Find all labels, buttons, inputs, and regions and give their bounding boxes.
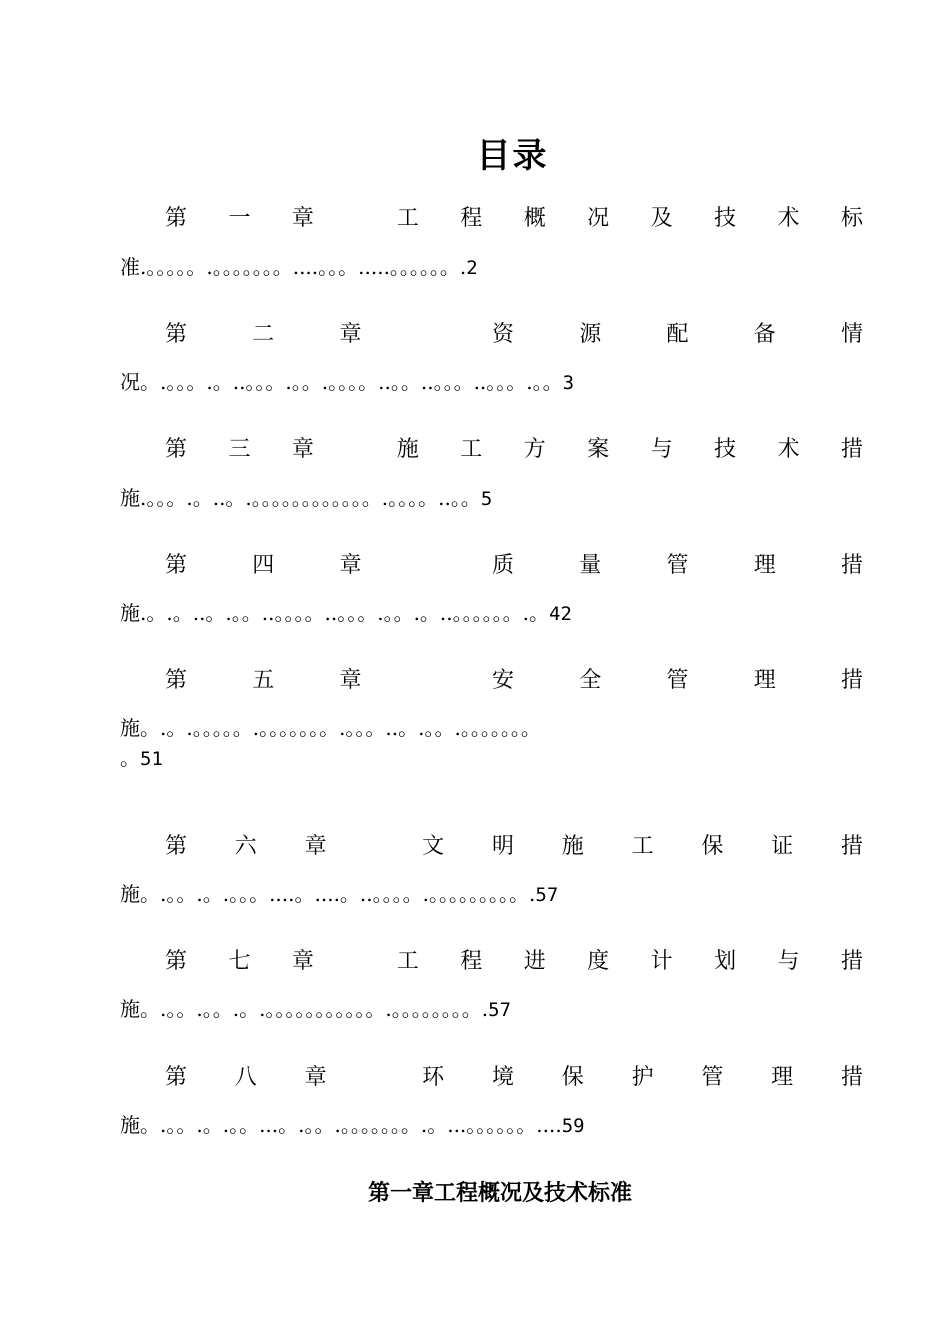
toc-page-number: 57 bbox=[488, 999, 512, 1021]
toc-leader-dots: 施.。.。..。.。。..。。。。..。。。.。。.。..。。。。。。.。 bbox=[120, 601, 550, 625]
toc-heading-char: 理 bbox=[753, 667, 776, 693]
toc-heading-char: 措 bbox=[840, 833, 863, 859]
toc-heading-char: 进 bbox=[523, 948, 546, 974]
toc-heading-char: 量 bbox=[579, 552, 602, 578]
toc-heading-char: 况 bbox=[587, 205, 610, 231]
toc-heading-char: 文 bbox=[422, 833, 445, 859]
toc-heading-char: 施 bbox=[396, 436, 419, 462]
toc-heading-char: 环 bbox=[422, 1064, 445, 1090]
toc-heading-char: 五 bbox=[252, 667, 275, 693]
toc-heading-char: 计 bbox=[650, 948, 673, 974]
toc-leader-line bbox=[120, 879, 860, 910]
toc-heading-char: 保 bbox=[561, 1064, 584, 1090]
toc-heading-char: 划 bbox=[714, 948, 737, 974]
toc-heading-char: 安 bbox=[491, 667, 514, 693]
toc-leader-line bbox=[120, 367, 860, 398]
toc-heading-char: 备 bbox=[753, 321, 776, 347]
toc-entry-heading bbox=[165, 1059, 863, 1091]
toc-leader-dots: 施。.。。.。.。。...。.。。.。。。。。。。.。...。。。。。。.... bbox=[120, 1113, 562, 1137]
toc-page-number: 57 bbox=[535, 884, 559, 906]
toc-leader-line bbox=[120, 252, 860, 283]
toc-page-number: 2 bbox=[466, 257, 478, 279]
toc-heading-char: 措 bbox=[840, 1064, 863, 1090]
toc-heading-char: 八 bbox=[234, 1064, 257, 1090]
toc-heading-char: 第 bbox=[165, 436, 188, 462]
toc-heading-char: 技 bbox=[714, 205, 737, 231]
toc-heading-char: 章 bbox=[339, 321, 362, 347]
toc-entry-heading bbox=[165, 316, 863, 348]
toc-heading-char: 工 bbox=[460, 436, 483, 462]
toc-heading-char: 管 bbox=[666, 667, 689, 693]
toc-heading-char: 标 bbox=[840, 205, 863, 231]
toc-leader-line bbox=[120, 483, 860, 514]
toc-leader-line bbox=[120, 713, 860, 774]
toc-heading-char: 措 bbox=[840, 436, 863, 462]
toc-heading-char: 管 bbox=[666, 552, 689, 578]
toc-page-number: 3 bbox=[562, 372, 575, 394]
toc-heading-char: 章 bbox=[304, 833, 327, 859]
toc-heading-char: 章 bbox=[291, 948, 314, 974]
toc-leader-dots: 施.。。。.。..。.。。。。。。。。。。。。.。。。。..。。 bbox=[120, 486, 481, 510]
toc-heading-char: 概 bbox=[523, 205, 546, 231]
toc-heading-char: 情 bbox=[840, 321, 863, 347]
toc-heading-char: 工 bbox=[396, 205, 419, 231]
toc-heading-char: 源 bbox=[579, 321, 602, 347]
toc-page-number: 59 bbox=[561, 1115, 585, 1137]
toc-heading-char: 资 bbox=[491, 321, 514, 347]
toc-heading-char: 方 bbox=[523, 436, 546, 462]
toc-heading-char: 章 bbox=[339, 552, 362, 578]
toc-leader-dots: 施。.。.。。。。。.。。。。。。。.。。。..。.。。.。。。。。。。 bbox=[120, 716, 541, 740]
toc-heading-char: 措 bbox=[840, 948, 863, 974]
toc-heading-char: 证 bbox=[771, 833, 794, 859]
toc-heading-char: 技 bbox=[714, 436, 737, 462]
toc-leader-line bbox=[120, 598, 860, 629]
toc-heading-char: 及 bbox=[650, 205, 673, 231]
toc-entry-heading bbox=[165, 547, 863, 579]
toc-page-number: 5 bbox=[480, 488, 493, 510]
toc-heading-char: 案 bbox=[587, 436, 610, 462]
toc-heading-char: 全 bbox=[579, 667, 602, 693]
toc-heading-char: 度 bbox=[587, 948, 610, 974]
toc-heading-char: 理 bbox=[753, 552, 776, 578]
toc-entry-heading bbox=[165, 943, 863, 975]
toc-leader-dots: 准.。。。。。.。。。。。。。....。。。.....。。。。。。. bbox=[120, 255, 467, 279]
toc-entry-heading bbox=[165, 828, 863, 860]
toc-heading-char: 境 bbox=[491, 1064, 514, 1090]
toc-heading-char: 理 bbox=[771, 1064, 794, 1090]
toc-entry-heading bbox=[165, 431, 863, 463]
toc-heading-char: 与 bbox=[650, 436, 673, 462]
toc-heading-char: 术 bbox=[777, 436, 800, 462]
toc-heading-char: 七 bbox=[228, 948, 251, 974]
toc-entry-heading bbox=[165, 200, 863, 232]
toc-heading-char: 程 bbox=[460, 205, 483, 231]
toc-heading-char: 四 bbox=[252, 552, 275, 578]
toc-leader-line bbox=[120, 994, 860, 1025]
chapter-heading: 第一章工程概况及技术标准 bbox=[367, 1180, 632, 1206]
toc-page-number: 51 bbox=[140, 748, 163, 770]
toc-heading-char: 保 bbox=[701, 833, 724, 859]
toc-heading-char: 护 bbox=[631, 1064, 654, 1090]
toc-heading-char: 程 bbox=[460, 948, 483, 974]
toc-heading-char: 三 bbox=[228, 436, 251, 462]
toc-heading-char: 工 bbox=[396, 948, 419, 974]
toc-heading-char: 第 bbox=[165, 1064, 188, 1090]
toc-leader-dots: 况。.。。。.。..。。。.。。.。。。。..。。..。。。..。。。.。。 bbox=[120, 370, 563, 394]
toc-heading-char: 措 bbox=[840, 552, 863, 578]
toc-heading-char: 管 bbox=[701, 1064, 724, 1090]
toc-heading-char: 章 bbox=[304, 1064, 327, 1090]
toc-heading-char: 与 bbox=[777, 948, 800, 974]
toc-entry-heading bbox=[165, 662, 863, 694]
toc-heading-char: 章 bbox=[291, 205, 314, 231]
toc-page-number: 42 bbox=[549, 603, 572, 625]
toc-heading-char: 章 bbox=[339, 667, 362, 693]
toc-heading-char: 明 bbox=[491, 833, 514, 859]
toc-heading-char: 第 bbox=[165, 552, 188, 578]
toc-heading-char: 质 bbox=[491, 552, 514, 578]
toc-leader-dots-continued: 。 bbox=[120, 746, 140, 770]
toc-heading-char: 措 bbox=[840, 667, 863, 693]
toc-leader-dots: 施。.。。.。。.。.。。。。。。。。。。。.。。。。。。。。. bbox=[120, 997, 489, 1021]
toc-leader-line bbox=[120, 1110, 860, 1141]
toc-heading-char: 第 bbox=[165, 205, 188, 231]
toc-heading-char: 第 bbox=[165, 667, 188, 693]
toc-heading-char: 工 bbox=[631, 833, 654, 859]
toc-heading-char: 施 bbox=[561, 833, 584, 859]
page-title: 目录 bbox=[476, 136, 549, 176]
toc-heading-char: 章 bbox=[291, 436, 314, 462]
toc-heading-char: 术 bbox=[777, 205, 800, 231]
toc-heading-char: 二 bbox=[252, 321, 275, 347]
toc-heading-char: 六 bbox=[234, 833, 257, 859]
toc-leader-dots: 施。.。。.。.。。。....。....。..。。。。.。。。。。。。。。. bbox=[120, 882, 536, 906]
toc-heading-char: 第 bbox=[165, 833, 188, 859]
toc-heading-char: 第 bbox=[165, 321, 188, 347]
toc-heading-char: 配 bbox=[666, 321, 689, 347]
toc-heading-char: 第 bbox=[165, 948, 188, 974]
toc-heading-char: 一 bbox=[228, 205, 251, 231]
